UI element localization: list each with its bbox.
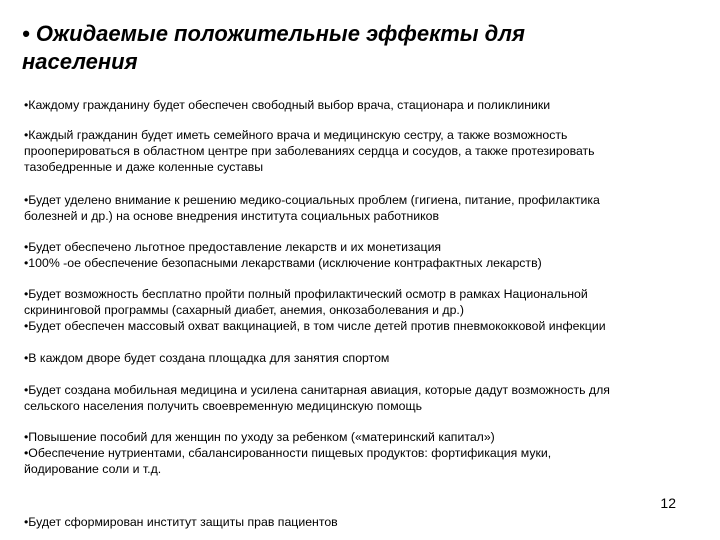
bullet-group — [24, 127, 704, 175]
bullet-line: •В каждом дворе будет создана площадка для занятия спортом — [24, 351, 390, 365]
bullet-line: •Обеспечение нутриентами, сбалансированности пищевых продуктов: фортификация муки, — [24, 446, 552, 460]
bullet-line: •Повышение пособий для женщин по уходу за ребенком («материнский капитал») — [24, 430, 495, 444]
bullet-line: •Будет обеспечен массовый охват вакцинацией, в том числе детей против пневмококковой инфекции — [24, 319, 606, 333]
bullet-group — [24, 286, 704, 334]
bullet-group — [24, 239, 704, 271]
title-line: населения — [22, 49, 138, 74]
bullet-group — [24, 350, 704, 366]
bullet-line: •100% -ое обеспечение безопасными лекарствами (исключение контрафактных лекарств) — [24, 256, 542, 270]
bullet-group — [24, 97, 704, 113]
bullet-line: •Будет сформирован институт защиты прав пациентов — [24, 515, 338, 529]
bullet-group — [24, 192, 704, 224]
bullet-line: тазобедренные и даже коленные суставы — [24, 160, 264, 174]
bullet-line: прооперироваться в областном центре при заболеваниях сердца и сосудов, а также протезировать — [24, 144, 595, 158]
bullet-line: •Будет обеспечено льготное предоставление лекарств и их монетизация — [24, 240, 442, 254]
bullet-line: скрининговой программы (сахарный диабет, анемия, онкозаболевания и др.) — [24, 303, 464, 317]
bullet-line: •Каждому гражданину будет обеспечен свободный выбор врача, стационара и поликлиники — [24, 98, 551, 112]
bullet-line: болезней и др.) на основе внедрения института социальных работников — [24, 209, 440, 223]
page-number: 12 — [660, 495, 676, 511]
bullet-line: •Будет уделено внимание к решению медико-социальных проблем (гигиена, питание, профилактика — [24, 193, 600, 207]
bullet-line: •Будет возможность бесплатно пройти полный профилактический осмотр в рамках Национальной — [24, 287, 588, 301]
bullet-list — [24, 97, 704, 477]
bullet-line: сельского населения получить своевременную медицинскую помощь — [24, 399, 423, 413]
title-line: • Ожидаемые положительные эффекты для — [22, 21, 525, 46]
slide-title — [22, 20, 682, 76]
bullet-line: йодирование соли и т.д. — [24, 462, 162, 476]
bullet-group — [24, 382, 704, 414]
bullet-line: •Будет создана мобильная медицина и усилена санитарная авиация, которые дадут возможность для — [24, 383, 610, 397]
bullet-line: •Каждый гражданин будет иметь семейного врача и медицинскую сестру, а также возможность — [24, 128, 568, 142]
bullet-group — [24, 429, 704, 477]
